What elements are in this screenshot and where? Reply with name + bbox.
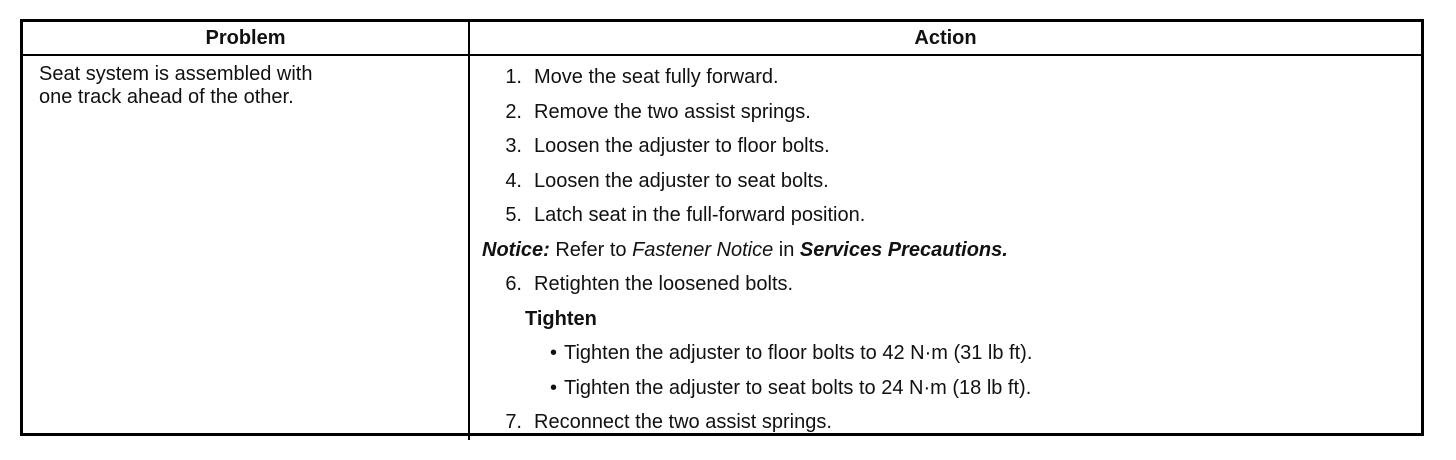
step-text: Latch seat in the full-forward position. <box>534 204 866 226</box>
step-text: Loosen the adjuster to seat bolts. <box>534 169 829 192</box>
column-header-action: Action <box>469 22 1421 55</box>
table-header-row <box>23 22 1421 55</box>
tighten-item-text: Tighten the adjuster to seat bolts to 24 N·m (18 lb ft). <box>564 376 1032 399</box>
tighten-item-text: Tighten the adjuster to floor bolts to 42 N·m (31 lb ft). <box>564 342 1033 364</box>
tighten-item-1 <box>470 336 1421 371</box>
step-text: Remove the two assist springs. <box>534 100 811 123</box>
step-number: 7. <box>505 411 522 433</box>
notice-label: Notice: <box>482 238 550 261</box>
action-step-2 <box>470 95 1421 130</box>
problem-cell <box>23 55 469 440</box>
procedure-table-frame <box>20 19 1424 436</box>
tighten-heading: Tighten <box>525 307 597 330</box>
step-text: Reconnect the two assist springs. <box>534 411 832 433</box>
problem-text-line-1: Seat system is assembled with <box>39 63 313 85</box>
step-text: Move the seat fully forward. <box>534 66 779 88</box>
action-step-6 <box>470 267 1421 302</box>
action-step-7 <box>470 405 1421 440</box>
step-number: 6. <box>505 273 522 295</box>
notice-reference-services: Services Precautions. <box>799 238 1008 261</box>
notice-line <box>470 233 1421 268</box>
notice-text-in: in <box>773 238 800 261</box>
bullet-icon: • <box>550 376 558 399</box>
column-header-problem: Problem <box>23 22 469 55</box>
tighten-item-2 <box>470 371 1421 406</box>
notice-reference-fastener: Fastener Notice <box>632 238 774 261</box>
action-step-1 <box>470 60 1421 95</box>
bullet-icon: • <box>550 342 558 364</box>
action-step-3 <box>470 129 1421 164</box>
action-step-5 <box>470 198 1421 233</box>
step-number: 1. <box>505 66 522 88</box>
procedure-table <box>23 22 1421 440</box>
step-text: Retighten the loosened bolts. <box>534 273 794 295</box>
step-number: 4. <box>505 169 522 192</box>
action-step-4 <box>470 164 1421 199</box>
step-number: 3. <box>505 135 522 157</box>
step-number: 5. <box>505 204 522 226</box>
table-row <box>23 55 1421 440</box>
problem-text-line-2: one track ahead of the other. <box>39 86 294 108</box>
notice-text: Refer to <box>549 238 633 261</box>
step-number: 2. <box>505 100 522 123</box>
action-cell <box>469 55 1421 440</box>
step-text: Loosen the adjuster to floor bolts. <box>534 135 830 157</box>
